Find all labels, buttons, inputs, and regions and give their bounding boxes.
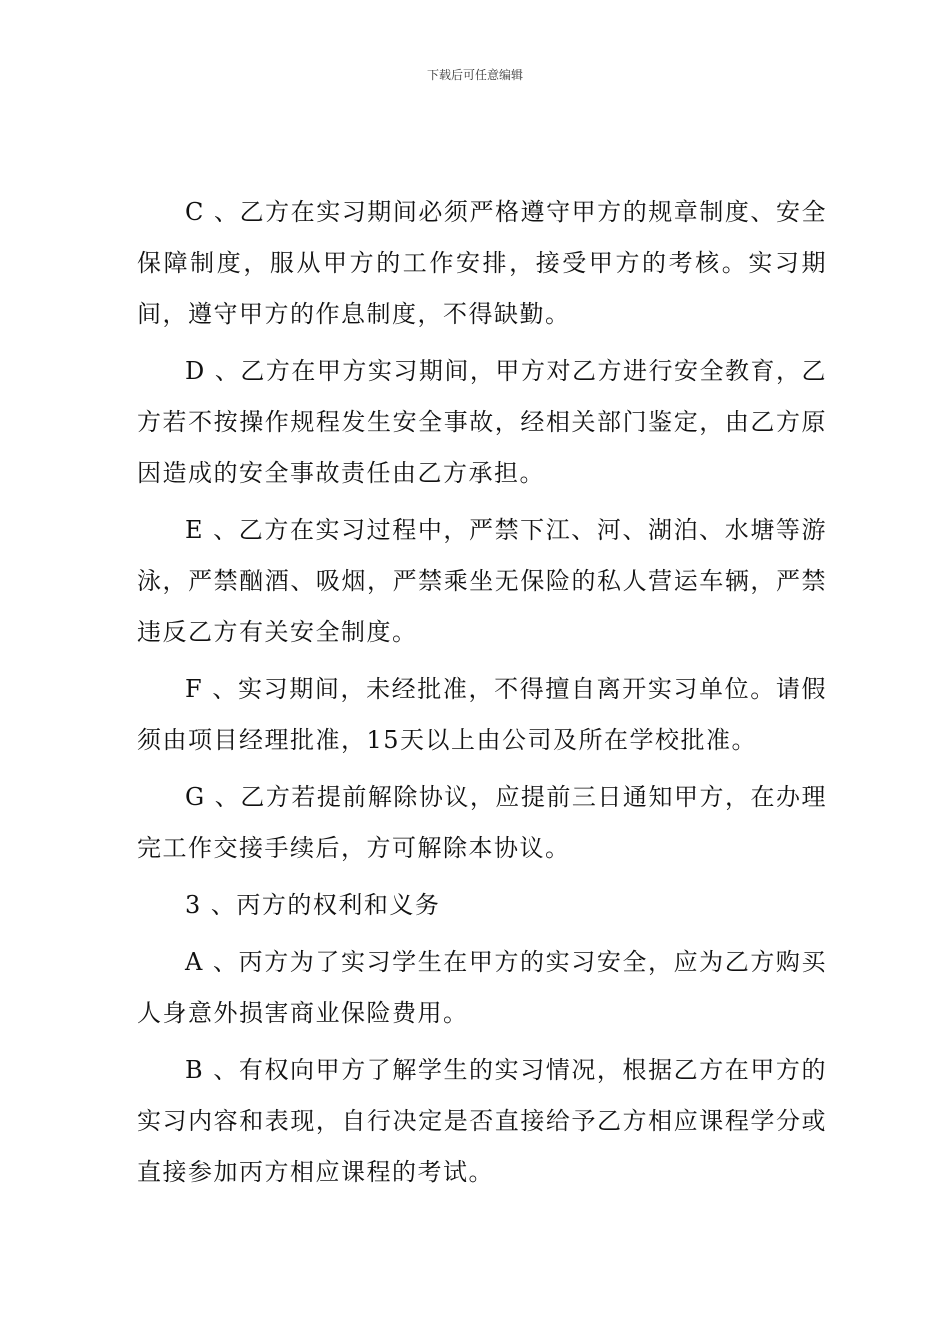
document-body xyxy=(137,187,827,1204)
page-header-note: 下载后可任意编辑 xyxy=(426,68,523,82)
clause-a-paragraph: A 、丙方为了实习学生在甲方的实习安全，应为乙方购买人身意外损害商业保险费用。 xyxy=(137,948,827,1027)
section-3-heading: 3 、丙方的权利和义务 xyxy=(185,891,441,919)
clause-f-paragraph: F 、实习期间，未经批准，不得擅自离开实习单位。请假须由项目经理批准，15天以上由公司及所在学校批准。 xyxy=(137,675,827,754)
clause-d-paragraph: D 、乙方在甲方实习期间，甲方对乙方进行安全教育，乙方若不按操作规程发生安全事故，经相关部门鉴定，由乙方原因造成的安全事故责任由乙方承担。 xyxy=(137,357,827,487)
clause-b-paragraph: B 、有权向甲方了解学生的实习情况，根据乙方在甲方的实习内容和表现，自行决定是否直接给予乙方相应课程学分或直接参加丙方相应课程的考试。 xyxy=(137,1056,827,1186)
clause-c-paragraph: C 、乙方在实习期间必须严格遵守甲方的规章制度、安全保障制度，服从甲方的工作安排，接受甲方的考核。实习期间，遵守甲方的作息制度，不得缺勤。 xyxy=(137,198,827,328)
clause-g-paragraph: G 、乙方若提前解除协议，应提前三日通知甲方，在办理完工作交接手续后，方可解除本协议。 xyxy=(137,783,827,862)
clause-e-paragraph: E 、乙方在实习过程中，严禁下江、河、湖泊、水塘等游泳，严禁酗酒、吸烟，严禁乘坐无保险的私人营运车辆，严禁违反乙方有关安全制度。 xyxy=(137,516,827,646)
